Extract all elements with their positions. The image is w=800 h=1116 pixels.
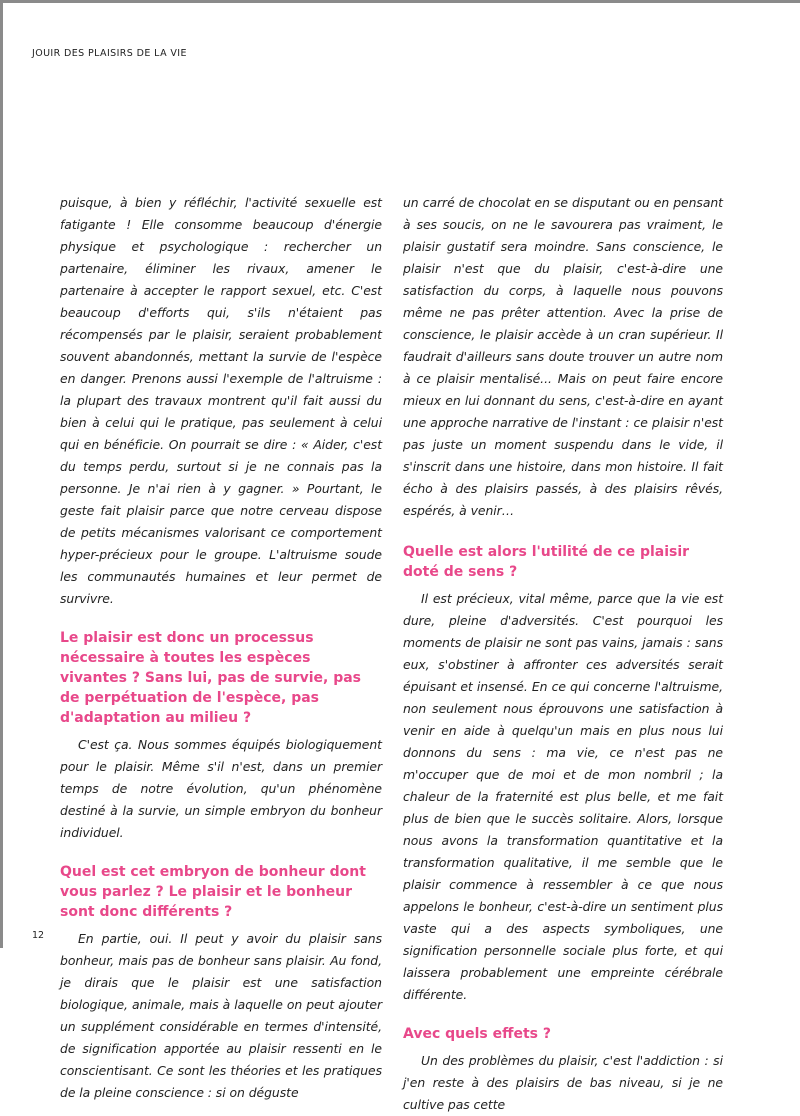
body-paragraph: Un des problèmes du plaisir, c'est l'addiction : si j'en reste à des plaisirs de bas niveau, si je ne cultive pas cette [403,1053,723,1112]
left-column [60,192,382,1104]
question-heading: Quel est cet embryon de bonheur dont vous parlez ? Le plaisir et le bonheur sont donc différents ? [60,864,366,920]
question-heading: Avec quels effets ? [403,1026,551,1042]
page-edge-top [0,0,800,3]
page-number: 12 [32,930,45,941]
right-column [403,192,723,1116]
body-paragraph: En partie, oui. Il peut y avoir du plaisir sans bonheur, mais pas de bonheur sans plaisir. Au fond, je dirais que le plaisir est une satisfaction biologique, animale, mais à laquelle on peut ajouter un supplément considérable en termes d'intensité, de signification apportée au plaisir ressenti en le conscientisant. Ce sont les théories et les pratiques de la pleine conscience : si on déguste [60,931,382,1100]
body-paragraph: un carré de chocolat en se disputant ou en pensant à ses soucis, on ne le savourera pas vraiment, le plaisir gustatif sera moindre. Sans conscience, le plaisir n'est que du plaisir, c'est-à-dire une satisfaction du corps, à laquelle nous pouvons même ne pas prêter attention. Avec la prise de conscience, le plaisir accède à un cran supérieur. Il faudrait d'ailleurs sans doute trouver un autre nom à ce plaisir mentalisé... Mais on peut faire encore mieux en lui donnant du sens, c'est-à-dire en ayant une approche narrative de l'instant : ce plaisir n'est pas juste un moment suspendu dans le vide, il s'inscrit dans une histoire, dans mon histoire. Il fait écho à des plaisirs passés, à des plaisirs rêvés, espérés, à venir… [403,195,723,518]
question-heading: Quelle est alors l'utilité de ce plaisir doté de sens ? [403,544,690,580]
body-paragraph: puisque, à bien y réfléchir, l'activité sexuelle est fatigante ! Elle consomme beaucoup d'énergie physique et psychologique : rechercher un partenaire, éliminer les rivaux, amener le partenaire à accepter le rapport sexuel, etc. C'est beaucoup d'efforts qui, s'ils n'étaient pas récompensés par le plaisir, seraient probablement souvent abandonnés, mettant la survie de l'espèce en danger. Prenons aussi l'exemple de l'altruisme : la plupart des travaux montrent qu'il fait aussi du bien à celui qui le pratique, pas seulement à celui qui en bénéficie. On pourrait se dire : « Aider, c'est du temps perdu, surtout si je ne connais pas la personne. Je n'ai rien à y gagner. » Pourtant, le geste fait plaisir parce que notre cerveau dispose de petits mécanismes valorisant ce comportement hyper-précieux pour le groupe. L'altruisme soude les communautés humaines et leur permet de survivre. [60,195,382,606]
body-paragraph: Il est précieux, vital même, parce que la vie est dure, pleine d'adversités. C'est pourquoi les moments de plaisir ne sont pas vains, jamais : sans eux, s'obstiner à affronter ces adversités serait épuisant et insensé. En ce qui concerne l'altruisme, non seulement nous éprouvons une satisfaction à venir en aide à quelqu'un mais en plus nous lui donnons du sens : ma vie, ce n'est pas ne m'occuper que de moi et de mon nombril ; la chaleur de la fraternité est plus belle, et me fait plus de bien que le succès solitaire. Alors, lorsque nous avons la transformation quantitative et la transformation qualitative, il me semble que le plaisir commence à ressembler à ce que nous appelons le bonheur, c'est-à-dire un sentiment plus vaste qui a des aspects symboliques, une signification personnelle sociale plus forte, et qui laissera probablement une empreinte cérébrale différente. [403,591,723,1002]
running-head: JOUIR DES PLAISIRS DE LA VIE [32,48,187,59]
body-paragraph: C'est ça. Nous sommes équipés biologiquement pour le plaisir. Même s'il n'est, dans un premier temps de notre évolution, qu'un phénomène destiné à la survie, un simple embryon du bonheur individuel. [60,737,382,840]
page-edge-left [0,0,3,948]
question-heading: Le plaisir est donc un processus nécessaire à toutes les espèces vivantes ? Sans lui, pas de survie, pas de perpétuation de l'espèce, pas d'adaptation au milieu ? [60,630,361,726]
